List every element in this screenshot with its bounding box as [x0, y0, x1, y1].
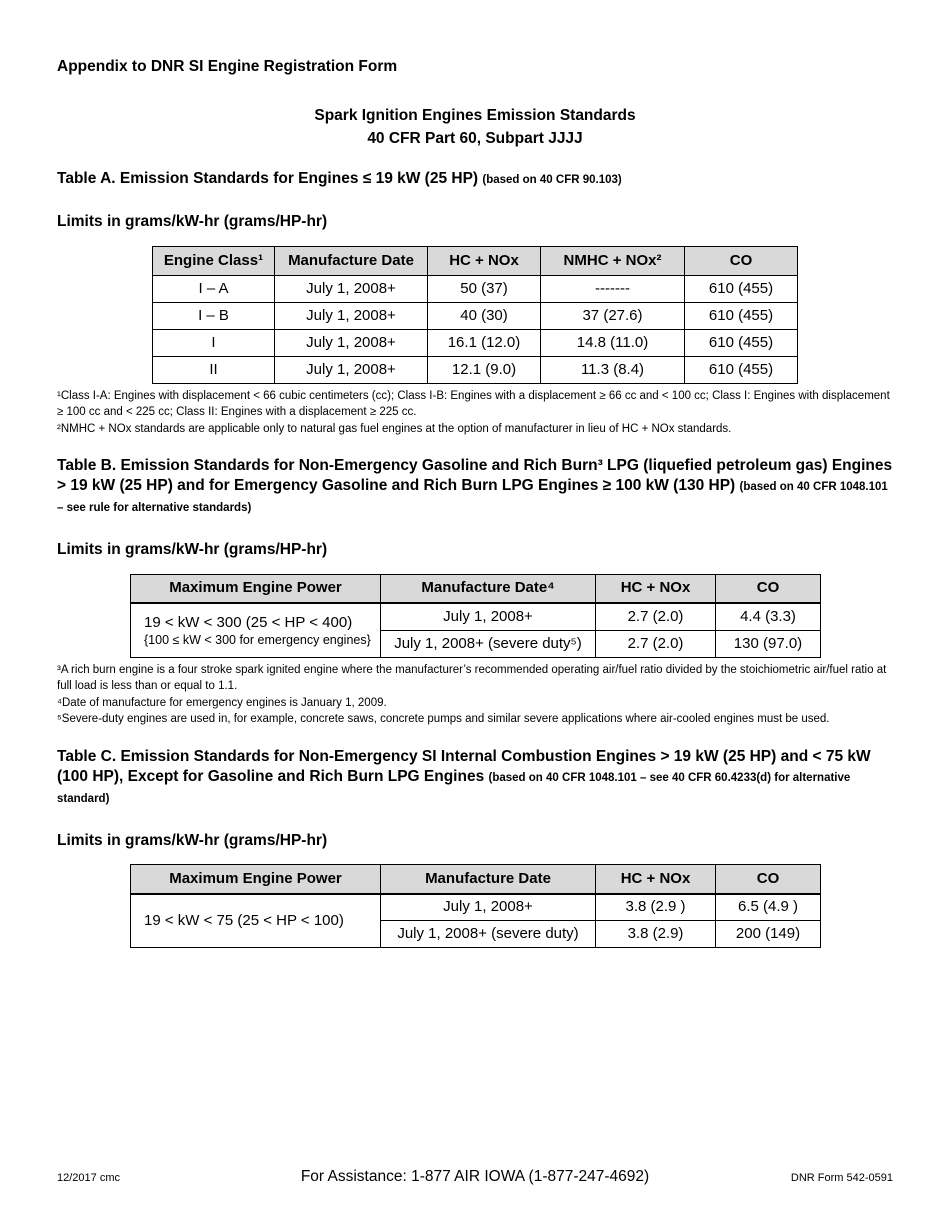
- table-cell: July 1, 2008+ (severe duty): [381, 921, 596, 948]
- table-cell: 610 (455): [685, 329, 798, 356]
- column-header-hc-nox: HC + NOx: [596, 574, 716, 603]
- table-a-title: [57, 169, 893, 190]
- table-cell: I – B: [153, 302, 275, 329]
- footer-date: 12/2017 cmc: [57, 1172, 120, 1184]
- table-c: [130, 864, 821, 948]
- table-cell: July 1, 2008+: [381, 603, 596, 630]
- table-b-title: [57, 456, 893, 518]
- table-row: [153, 302, 798, 329]
- table-cell: 610 (455): [685, 302, 798, 329]
- table-b-header-row: [131, 574, 821, 603]
- engine-power-cell: [131, 894, 381, 948]
- table-c-title-main: Table C. Emission Standards for Non-Emergency SI Internal Combustion Engines > 19 kW (25 HP) and < 75 kW (100 HP), Except for Gasoline and Rich Burn LPG Engines: [57, 747, 871, 785]
- engine-power-cell: [131, 603, 381, 657]
- table-row: [153, 356, 798, 383]
- table-cell: 3.8 (2.9 ): [596, 894, 716, 921]
- table-a-footnotes: [57, 388, 893, 438]
- table-b-footnotes: [57, 662, 893, 728]
- engine-power-range: 19 < kW < 75 (25 < HP < 100): [144, 912, 344, 930]
- table-cell: 200 (149): [716, 921, 821, 948]
- column-header-max-engine-power: Maximum Engine Power: [131, 865, 381, 894]
- table-a-limits-label: Limits in grams/kW-hr (grams/HP-hr): [57, 213, 328, 230]
- column-header-max-engine-power: Maximum Engine Power: [131, 574, 381, 603]
- column-header-hc-nox: HC + NOx: [428, 246, 541, 275]
- table-b-limits-label: Limits in grams/kW-hr (grams/HP-hr): [57, 541, 328, 558]
- table-cell: 6.5 (4.9 ): [716, 894, 821, 921]
- table-cell: July 1, 2008+: [275, 275, 428, 302]
- table-b-title-main: Table B. Emission Standards for Non-Emergency Gasoline and Rich Burn³ LPG (liquefied petroleum gas) Engines > 19 kW (25 HP) and for Emergency Gasoline and Rich Burn LPG Engines ≥ 100 kW (130 HP): [57, 457, 893, 494]
- appendix-heading: Appendix to DNR SI Engine Registration Form: [57, 58, 398, 75]
- table-a-header-row: [153, 246, 798, 275]
- table-cell: 50 (37): [428, 275, 541, 302]
- footnote-5: ⁵Severe-duty engines are used in, for example, concrete saws, concrete pumps and similar severe applications where air-cooled engines must be used.: [57, 713, 830, 725]
- column-header-nmhc-nox: NMHC + NOx²: [541, 246, 685, 275]
- column-header-hc-nox: HC + NOx: [596, 865, 716, 894]
- table-cell: July 1, 2008+: [381, 894, 596, 921]
- table-cell: 16.1 (12.0): [428, 329, 541, 356]
- table-cell: 14.8 (11.0): [541, 329, 685, 356]
- table-cell: 11.3 (8.4): [541, 356, 685, 383]
- column-header-manufacture-date: Manufacture Date⁴: [381, 574, 596, 603]
- table-cell: II: [153, 356, 275, 383]
- page-footer: [57, 1168, 893, 1186]
- table-row: [153, 329, 798, 356]
- footnote-4: ⁴Date of manufacture for emergency engines is January 1, 2009.: [57, 696, 387, 709]
- footnote-3: ³A rich burn engine is a four stroke spark ignited engine where the manufacturer’s recommended operating air/fuel ratio divided by the stoichiometric air/fuel ratio at full load is less than or equal to 1.1.: [57, 663, 887, 692]
- table-cell: 40 (30): [428, 302, 541, 329]
- footer-assistance: For Assistance: 1-877 AIR IOWA (1-877-247-4692): [300, 1168, 650, 1185]
- table-cell: -------: [541, 275, 685, 302]
- table-cell: July 1, 2008+ (severe duty⁵): [381, 630, 596, 657]
- table-cell: I: [153, 329, 275, 356]
- table-cell: 12.1 (9.0): [428, 356, 541, 383]
- engine-power-range: 19 < kW < 300 (25 < HP < 400): [144, 613, 353, 631]
- table-c-title-note: (based on 40 CFR 1048.101 – see 40 CFR 60.4233(d) for alternative standard): [57, 771, 851, 805]
- column-header-engine-class: Engine Class¹: [153, 246, 275, 275]
- column-header-co: CO: [716, 865, 821, 894]
- table-cell: 4.4 (3.3): [716, 603, 821, 630]
- footer-form-number: DNR Form 542-0591: [790, 1172, 893, 1184]
- table-cell: I – A: [153, 275, 275, 302]
- table-cell: 610 (455): [685, 356, 798, 383]
- table-c-header-row: [131, 865, 821, 894]
- table-c-title: [57, 747, 893, 809]
- table-cell: 37 (27.6): [541, 302, 685, 329]
- engine-power-emergency-note: {100 ≤ kW < 300 for emergency engines}: [144, 632, 371, 647]
- table-cell: 130 (97.0): [716, 630, 821, 657]
- table-cell: 2.7 (2.0): [596, 603, 716, 630]
- table-cell: 3.8 (2.9): [596, 921, 716, 948]
- column-header-manufacture-date: Manufacture Date: [381, 865, 596, 894]
- footnote-1: ¹Class I-A: Engines with displacement < 66 cubic centimeters (cc); Class I-B: Engines with a displacement ≥ 66 cc and < 100 cc; Class I: Engines with displacement ≥ 100 cc and < 225 cc; Class II: Engines with a displacement ≥ 225 cc.: [57, 389, 890, 418]
- table-row: [153, 275, 798, 302]
- table-row: [131, 894, 821, 921]
- table-a-title-main: Table A. Emission Standards for Engines ≤ 19 kW (25 HP): [57, 170, 483, 187]
- column-header-co: CO: [716, 574, 821, 603]
- column-header-manufacture-date: Manufacture Date: [275, 246, 428, 275]
- footnote-2: ²NMHC + NOx standards are applicable only to natural gas fuel engines at the option of manufacturer in lieu of HC + NOx standards.: [57, 422, 732, 435]
- table-cell: 2.7 (2.0): [596, 630, 716, 657]
- table-b-title-note: (based on 40 CFR 1048.101 – see rule for alternative standards): [57, 481, 888, 514]
- document-title-line1: Spark Ignition Engines Emission Standards: [314, 107, 636, 124]
- table-c-limits-label: Limits in grams/kW-hr (grams/HP-hr): [57, 831, 328, 849]
- table-cell: July 1, 2008+: [275, 329, 428, 356]
- table-row: [131, 603, 821, 630]
- table-a-title-note: (based on 40 CFR 90.103): [482, 174, 622, 186]
- column-header-co: CO: [685, 246, 798, 275]
- table-b: [130, 574, 821, 658]
- table-cell: 610 (455): [685, 275, 798, 302]
- table-cell: July 1, 2008+: [275, 302, 428, 329]
- table-a: [152, 246, 798, 384]
- table-cell: July 1, 2008+: [275, 356, 428, 383]
- document-title-line2: 40 CFR Part 60, Subpart JJJJ: [367, 130, 583, 147]
- document-title: [57, 104, 893, 150]
